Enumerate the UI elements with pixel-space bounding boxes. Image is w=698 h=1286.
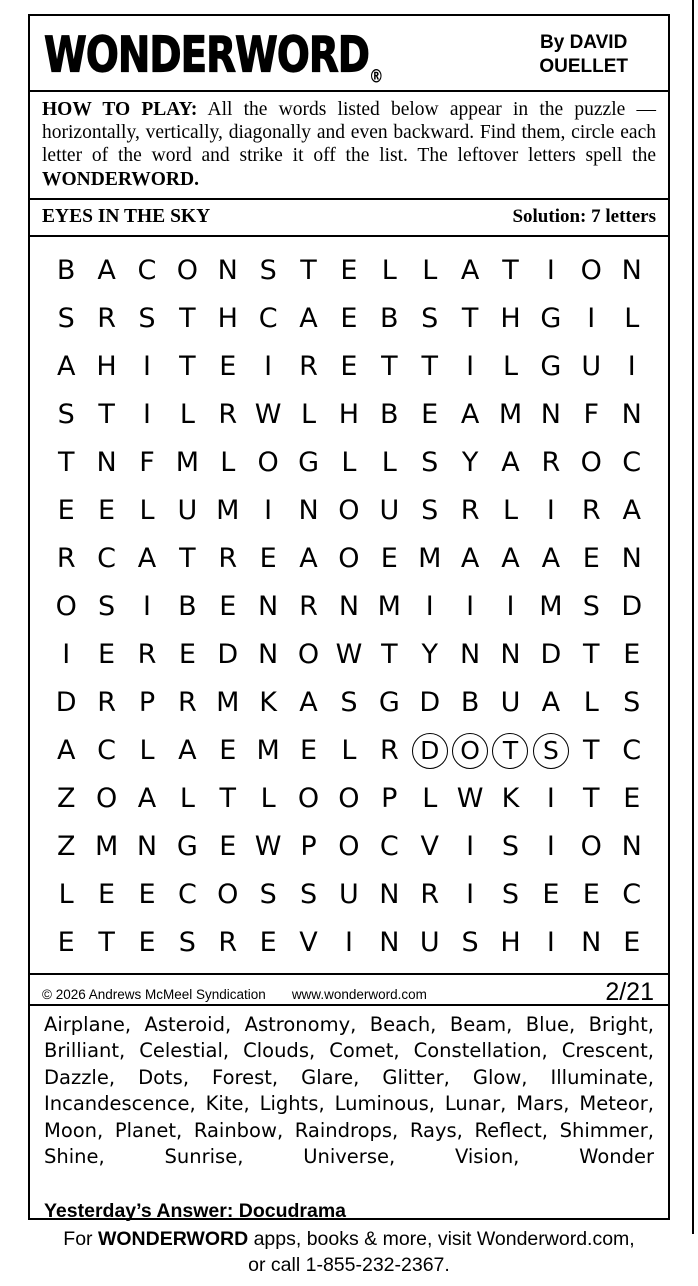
grid-cell[interactable]: E [57, 494, 75, 526]
header [30, 16, 668, 90]
grid-cell[interactable]: O [217, 878, 239, 910]
grid-cell[interactable]: S [421, 494, 439, 526]
grid-cell[interactable]: N [581, 926, 602, 958]
grid-cell[interactable]: S [501, 878, 520, 910]
grid-cell[interactable]: N [621, 830, 642, 862]
grid-cell[interactable]: S [340, 686, 358, 718]
grid-cell[interactable]: M [418, 542, 442, 574]
grid-row [46, 823, 652, 871]
grid-cell[interactable]: P [300, 830, 317, 862]
puzzle-date: 2/21 [605, 977, 654, 1006]
grid-row [46, 439, 652, 487]
grid-cell[interactable]: A [460, 542, 480, 574]
grid-row [46, 583, 652, 631]
grid-cell[interactable]: S [138, 302, 156, 334]
grid-cell[interactable]: S [299, 878, 318, 910]
grid-cell[interactable]: I [506, 590, 515, 622]
theme-title: EYES IN THE SKY [42, 205, 211, 227]
grid-cell[interactable]: U [419, 926, 440, 958]
grid-cell[interactable]: A [460, 254, 480, 286]
grid-cell[interactable] [531, 727, 571, 775]
grid-cell[interactable]: C [622, 734, 642, 766]
grid-row [46, 247, 652, 295]
grid-cell[interactable]: B [380, 398, 399, 430]
grid-cell[interactable]: W [335, 638, 363, 670]
grid-cell[interactable]: S [98, 590, 116, 622]
grid-cell[interactable]: I [142, 398, 151, 430]
grid-cell[interactable]: E [219, 734, 237, 766]
grid-cell[interactable]: N [96, 446, 117, 478]
grid-cell[interactable]: S [623, 686, 641, 718]
grid-cell[interactable]: A [501, 542, 520, 574]
grid-cell[interactable]: T [179, 542, 196, 574]
grid-cell[interactable]: S [57, 302, 75, 334]
grid-cell[interactable]: M [377, 590, 401, 622]
grid-cell[interactable]: L [422, 254, 438, 286]
grid-cell[interactable]: V [299, 926, 318, 958]
grid-cell[interactable]: T [583, 734, 600, 766]
grid-cell[interactable]: A [299, 542, 318, 574]
grid-cell[interactable]: E [623, 638, 641, 670]
grid-cell[interactable]: L [139, 734, 155, 766]
grid-cell[interactable]: R [137, 638, 157, 670]
grid-cell[interactable]: A [56, 350, 76, 382]
grid-cell[interactable]: I [62, 638, 71, 670]
grid-cell[interactable]: A [501, 446, 520, 478]
grid-cell[interactable]: E [340, 350, 358, 382]
grid-row [46, 679, 652, 727]
grid-row [46, 343, 652, 391]
grid-cell[interactable]: C [622, 878, 642, 910]
grid-cell[interactable]: H [96, 350, 117, 382]
grid-cell[interactable]: B [178, 590, 197, 622]
grid-row [46, 727, 652, 775]
grid-cell[interactable]: U [581, 350, 602, 382]
grid-cell[interactable]: V [420, 830, 439, 862]
grid-row [46, 535, 652, 583]
grid-cell[interactable]: N [540, 398, 561, 430]
grid-cell[interactable] [490, 727, 530, 775]
grid-cell[interactable]: D [419, 686, 441, 718]
grid-cell[interactable]: N [258, 590, 279, 622]
grid-cell[interactable]: T [583, 782, 600, 814]
grid-cell[interactable]: C [177, 878, 197, 910]
grid-cell[interactable]: E [300, 734, 318, 766]
grid-cell[interactable]: I [466, 590, 475, 622]
grid-cell[interactable]: E [219, 830, 237, 862]
wonderword-logo [44, 27, 383, 87]
grid-cell[interactable]: B [380, 302, 399, 334]
grid-cell[interactable]: R [97, 686, 116, 718]
grid-cell[interactable]: M [256, 734, 280, 766]
grid-cell[interactable]: I [142, 350, 151, 382]
grid-cell[interactable]: R [541, 446, 561, 478]
grid-cell[interactable]: M [498, 398, 523, 430]
grid-cell[interactable]: L [583, 686, 599, 718]
grid-cell[interactable]: S [421, 446, 439, 478]
grid-cell[interactable]: G [540, 302, 562, 334]
grid-cell[interactable]: S [421, 302, 439, 334]
grid-cell[interactable]: I [546, 782, 555, 814]
grid-cell[interactable]: H [500, 926, 521, 958]
grid-cell[interactable]: E [219, 590, 237, 622]
letter-grid[interactable] [46, 247, 652, 967]
grid-cell[interactable]: N [621, 254, 642, 286]
grid-cell[interactable]: E [57, 926, 75, 958]
grid-cell[interactable]: R [420, 878, 440, 910]
grid-cell[interactable]: A [622, 494, 641, 526]
grid-cell[interactable]: E [421, 398, 439, 430]
grid-cell[interactable]: O [580, 446, 602, 478]
grid-cell[interactable]: L [139, 494, 155, 526]
solution-hint: Solution: 7 letters [512, 205, 656, 227]
grid-cell-circled[interactable]: T [492, 733, 528, 769]
promo-line-1 [44, 1227, 654, 1252]
grid-cell[interactable]: A [137, 542, 157, 574]
grid-cell[interactable]: R [218, 398, 238, 430]
grid-cell[interactable]: I [546, 254, 555, 286]
grid-cell[interactable]: I [546, 926, 555, 958]
grid-cell[interactable]: C [137, 254, 157, 286]
grid-cell[interactable]: R [97, 302, 116, 334]
grid-cell[interactable]: G [176, 830, 198, 862]
grid-cell[interactable]: D [217, 638, 239, 670]
grid-cell[interactable]: N [621, 398, 642, 430]
grid-cell[interactable]: M [175, 446, 200, 478]
grid-cell[interactable]: E [623, 926, 641, 958]
grid-cell[interactable]: A [178, 734, 197, 766]
grid-cell[interactable]: H [500, 302, 521, 334]
credits-row [30, 975, 668, 1004]
grid-cell[interactable]: N [379, 878, 400, 910]
grid-cell[interactable]: E [98, 494, 116, 526]
grid-cell[interactable]: W [254, 830, 282, 862]
grid-row [46, 871, 652, 919]
grid-cell[interactable]: I [264, 350, 273, 382]
grid-row [46, 487, 652, 535]
grid-cell[interactable]: R [379, 734, 399, 766]
grid-cell[interactable]: L [381, 254, 397, 286]
grid-cell[interactable]: C [97, 734, 117, 766]
grid-cell[interactable]: B [460, 686, 480, 718]
grid-cell[interactable]: I [466, 878, 475, 910]
logo-text: WONDERWORD [44, 27, 370, 84]
grid-cell[interactable]: M [94, 830, 119, 862]
grid-cell[interactable]: R [218, 542, 238, 574]
grid-cell[interactable]: L [502, 494, 519, 526]
byline-line-1: By DAVID [540, 32, 628, 54]
how-to-play [30, 92, 668, 198]
grid-cell[interactable]: G [298, 446, 319, 478]
grid-cell[interactable]: W [254, 398, 282, 430]
grid-row [46, 919, 652, 967]
grid-cell[interactable]: R [177, 686, 197, 718]
grid-cell[interactable]: K [501, 782, 520, 814]
grid-cell[interactable]: S [178, 926, 196, 958]
grid-row [46, 295, 652, 343]
registered-mark-icon: ® [369, 64, 383, 87]
grid-cell[interactable]: O [257, 446, 279, 478]
grid-cell[interactable]: L [260, 782, 276, 814]
grid-cell[interactable]: E [380, 542, 398, 574]
grid-cell[interactable]: L [624, 302, 640, 334]
grid-cell[interactable]: E [340, 302, 358, 334]
grid-cell[interactable]: N [338, 590, 360, 622]
grid-cell[interactable]: I [466, 350, 475, 382]
grid-cell[interactable]: R [299, 350, 318, 382]
how-to-play-label: HOW TO PLAY: [42, 99, 198, 120]
grid-cell[interactable]: O [580, 254, 602, 286]
grid-cell[interactable]: Z [56, 830, 76, 862]
grid-cell[interactable]: E [219, 350, 237, 382]
grid-cell[interactable]: Y [421, 638, 438, 670]
byline-line-2: OUELLET [539, 56, 628, 77]
grid-cell[interactable]: R [299, 590, 318, 622]
grid-cell[interactable]: B [56, 254, 76, 286]
grid-cell[interactable]: D [540, 638, 562, 670]
grid-cell[interactable]: C [379, 830, 399, 862]
grid-cell[interactable]: E [623, 782, 641, 814]
grid-cell[interactable]: I [546, 830, 555, 862]
grid-cell-circled[interactable]: D [412, 733, 448, 769]
grid-cell[interactable]: O [338, 542, 360, 574]
grid-cell[interactable]: L [220, 446, 236, 478]
copyright-text: © 2026 Andrews McMeel Syndication [42, 986, 266, 1002]
grid-cell[interactable]: T [502, 254, 519, 286]
grid-cell[interactable]: N [136, 830, 158, 862]
grid-cell[interactable]: A [541, 542, 561, 574]
grid-cell[interactable]: C [97, 542, 117, 574]
grid-cell[interactable]: P [138, 686, 156, 718]
grid-cell[interactable]: R [56, 542, 76, 574]
grid-cell[interactable]: G [378, 686, 400, 718]
theme-row [30, 200, 668, 235]
promo-pre: For [63, 1228, 98, 1251]
grid-cell[interactable]: E [98, 878, 116, 910]
grid-cell[interactable]: G [540, 350, 562, 382]
promo-line-2: or call 1-855-232-2367. [248, 1253, 450, 1276]
promo-text [30, 1225, 668, 1286]
grid-cell[interactable]: U [339, 878, 359, 910]
grid-cell[interactable]: U [177, 494, 198, 526]
grid-cell[interactable]: I [344, 926, 353, 958]
grid-row [46, 631, 652, 679]
grid-cell[interactable] [410, 727, 450, 775]
grid-cell[interactable]: I [466, 830, 475, 862]
grid-cell[interactable]: S [57, 398, 75, 430]
grid-cell[interactable]: T [179, 350, 196, 382]
grid-cell[interactable]: T [461, 302, 479, 334]
grid-cell[interactable] [450, 727, 490, 775]
grid-cell[interactable]: N [621, 542, 642, 574]
grid-cell[interactable]: T [583, 638, 600, 670]
grid-cell[interactable]: E [582, 878, 600, 910]
grid-cell[interactable]: T [381, 350, 398, 382]
grid-cell[interactable]: O [297, 782, 320, 814]
grid-cell[interactable]: I [264, 494, 273, 526]
grid-cell[interactable]: O [297, 638, 320, 670]
byline [539, 31, 654, 79]
grid-cell[interactable]: N [379, 926, 400, 958]
grid-cell[interactable]: D [55, 686, 77, 718]
grid-cell[interactable]: A [97, 254, 116, 286]
grid-cell[interactable]: W [456, 782, 484, 814]
grid-cell[interactable]: I [546, 494, 555, 526]
grid-cell[interactable]: O [338, 830, 360, 862]
grid-cell[interactable]: L [502, 350, 519, 382]
grid-cell[interactable]: F [139, 446, 155, 478]
promo-brand: WONDERWORD [97, 1228, 249, 1251]
grid-cell[interactable]: T [179, 302, 196, 334]
grid-cell[interactable]: E [138, 926, 156, 958]
grid-cell[interactable]: E [542, 878, 560, 910]
grid-cell[interactable]: U [500, 686, 521, 718]
grid-cell[interactable]: R [581, 494, 601, 526]
how-to-play-emphasis: WONDERWORD. [42, 168, 199, 190]
grid-cell-circled[interactable]: O [452, 733, 488, 769]
letter-grid-container[interactable] [30, 237, 668, 973]
grid-cell[interactable]: L [422, 782, 438, 814]
grid-cell[interactable]: I [142, 590, 151, 622]
grid-cell[interactable]: A [299, 686, 318, 718]
grid-cell[interactable]: O [338, 494, 360, 526]
grid-cell[interactable]: P [381, 782, 398, 814]
grid-cell[interactable]: C [622, 446, 642, 478]
grid-cell[interactable]: T [219, 782, 236, 814]
grid-cell[interactable]: L [179, 782, 195, 814]
grid-cell[interactable]: S [501, 830, 520, 862]
grid-cell[interactable]: H [217, 302, 238, 334]
yesterdays-answer-text: Yesterday’s Answer: Docudrama [44, 1200, 347, 1223]
page-right-edge [692, 0, 698, 1234]
yesterdays-answer [30, 1197, 668, 1225]
grid-cell[interactable]: I [587, 302, 596, 334]
grid-cell[interactable]: A [460, 398, 480, 430]
grid-cell[interactable]: F [583, 398, 600, 430]
grid-cell[interactable]: T [421, 350, 438, 382]
grid-cell[interactable]: D [621, 590, 643, 622]
website-link[interactable]: www.wonderword.com [291, 986, 427, 1002]
grid-cell[interactable]: E [138, 878, 156, 910]
grid-row [46, 391, 652, 439]
grid-cell[interactable]: O [580, 830, 602, 862]
grid-cell[interactable]: N [217, 254, 238, 286]
grid-cell[interactable]: T [300, 254, 317, 286]
how-to-play-body: All the words listed below appear in the puzzle — horizontally, vertically, diagonally and even backward. Find them, circle each letter of the word and strike it off the list. The leftover letters spell the [42, 99, 656, 167]
grid-cell[interactable]: A [541, 686, 561, 718]
grid-cell[interactable]: L [381, 446, 397, 478]
grid-cell[interactable]: I [627, 350, 636, 382]
grid-cell[interactable]: O [338, 782, 360, 814]
grid-cell[interactable]: E [259, 542, 277, 574]
grid-cell[interactable]: T [57, 446, 75, 478]
grid-cell[interactable]: K [259, 686, 277, 718]
grid-cell[interactable]: U [379, 494, 400, 526]
grid-cell[interactable]: L [341, 734, 357, 766]
puzzle-frame [28, 14, 670, 1276]
grid-cell[interactable]: R [460, 494, 480, 526]
grid-cell[interactable]: N [298, 494, 319, 526]
grid-cell[interactable]: N [258, 638, 279, 670]
grid-cell[interactable]: Y [461, 446, 479, 478]
grid-cell[interactable]: E [259, 926, 277, 958]
grid-cell[interactable]: L [341, 446, 357, 478]
grid-cell[interactable]: T [98, 398, 115, 430]
grid-cell[interactable]: I [425, 590, 434, 622]
grid-cell[interactable]: S [582, 590, 600, 622]
grid-cell[interactable]: S [259, 878, 277, 910]
grid-cell[interactable]: L [58, 878, 74, 910]
promo-post: apps, books & more, visit Wonderword.com, [248, 1228, 635, 1251]
grid-cell[interactable]: T [381, 638, 398, 670]
grid-cell[interactable]: N [460, 638, 481, 670]
grid-cell-circled[interactable]: S [533, 733, 569, 769]
grid-cell[interactable]: O [55, 590, 77, 622]
grid-cell[interactable]: Z [56, 782, 76, 814]
grid-cell[interactable]: S [461, 926, 479, 958]
grid-cell[interactable]: M [216, 686, 240, 718]
grid-cell[interactable]: A [299, 302, 318, 334]
grid-cell[interactable]: H [338, 398, 360, 430]
word-list[interactable]: Airplane, Asteroid, Astronomy, Beach, Beam, Blue, Bright, Brilliant, Celestial, Clouds, Comet, Constellation, Crescent, Dazzle, Dots, Forest, Glare, Glitter, Glow, Illuminate, Incandescence, Kite, Lights, Luminous, Lunar, Mars, Meteor, Moon, Planet, Rainbow, Raindrops, Rays, Reflect, Shimmer, Shine, Sunrise, Universe, Vision, Wonder [44, 1012, 654, 1169]
grid-cell[interactable]: E [178, 638, 196, 670]
grid-cell[interactable]: E [98, 638, 116, 670]
grid-cell[interactable]: A [137, 782, 157, 814]
grid-cell[interactable]: T [98, 926, 115, 958]
grid-cell[interactable]: N [500, 638, 521, 670]
grid-cell[interactable]: E [340, 254, 358, 286]
grid-cell[interactable]: M [216, 494, 240, 526]
grid-cell[interactable]: A [56, 734, 76, 766]
grid-cell[interactable]: L [301, 398, 317, 430]
grid-cell[interactable]: M [539, 590, 563, 622]
grid-cell[interactable]: L [179, 398, 195, 430]
grid-cell[interactable]: C [258, 302, 278, 334]
grid-cell[interactable]: S [259, 254, 277, 286]
grid-cell[interactable]: E [582, 542, 600, 574]
grid-cell[interactable]: O [95, 782, 118, 814]
grid-cell[interactable]: R [218, 926, 238, 958]
grid-cell[interactable]: O [176, 254, 198, 286]
grid-row [46, 775, 652, 823]
